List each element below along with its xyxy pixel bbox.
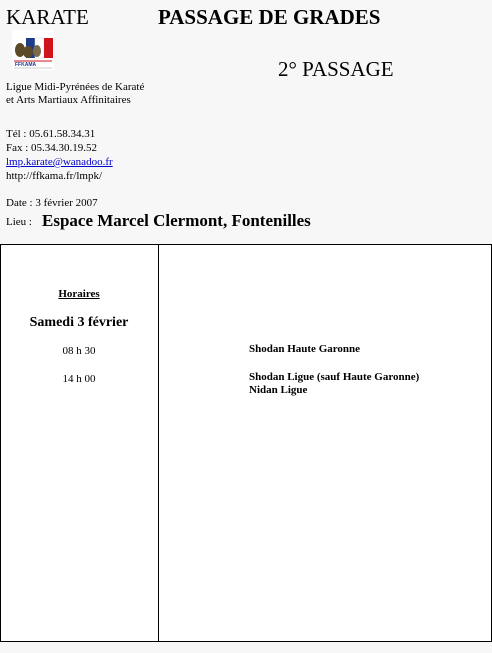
slot-grade: Nidan Ligue bbox=[249, 384, 308, 396]
logo-text: FFKAMA bbox=[15, 62, 37, 68]
lieu-label: Lieu : bbox=[6, 216, 32, 228]
karate-label: KARATE bbox=[6, 5, 89, 29]
ffkama-logo-icon bbox=[12, 30, 54, 70]
phone-number: Tél : 05.61.58.34.31 bbox=[6, 128, 96, 140]
organization-line-1: Ligue Midi-Pyrénées de Karaté bbox=[6, 81, 145, 93]
fax-number: Fax : 05.34.30.19.52 bbox=[6, 142, 98, 154]
website-url: http://ffkama.fr/lmpk/ bbox=[6, 170, 103, 182]
organization-line-2: et Arts Martiaux Affinitaires bbox=[6, 94, 131, 106]
schedule-day: Samedi 3 février bbox=[29, 315, 129, 330]
table-column-divider bbox=[158, 244, 159, 642]
slot-time: 08 h 30 bbox=[62, 345, 96, 357]
table-bottom-border bbox=[0, 641, 492, 642]
slot-grade: Shodan Ligue (sauf Haute Garonne) bbox=[249, 371, 420, 383]
page-title: PASSAGE DE GRADES bbox=[158, 5, 381, 29]
table-top-border bbox=[0, 244, 492, 245]
slot-grade: Shodan Haute Garonne bbox=[249, 343, 361, 355]
event-location: Espace Marcel Clermont, Fontenilles bbox=[42, 211, 311, 230]
schedule-heading: Horaires bbox=[58, 288, 100, 300]
schedule-table bbox=[0, 244, 492, 642]
ffkama-logo bbox=[12, 30, 54, 70]
email-link[interactable]: lmp.karate@wanadoo.fr bbox=[6, 156, 113, 168]
event-date: Date : 3 février 2007 bbox=[6, 197, 98, 209]
table-left-border bbox=[0, 244, 1, 642]
slot-time: 14 h 00 bbox=[62, 373, 96, 385]
passage-number: 2° PASSAGE bbox=[278, 57, 394, 81]
